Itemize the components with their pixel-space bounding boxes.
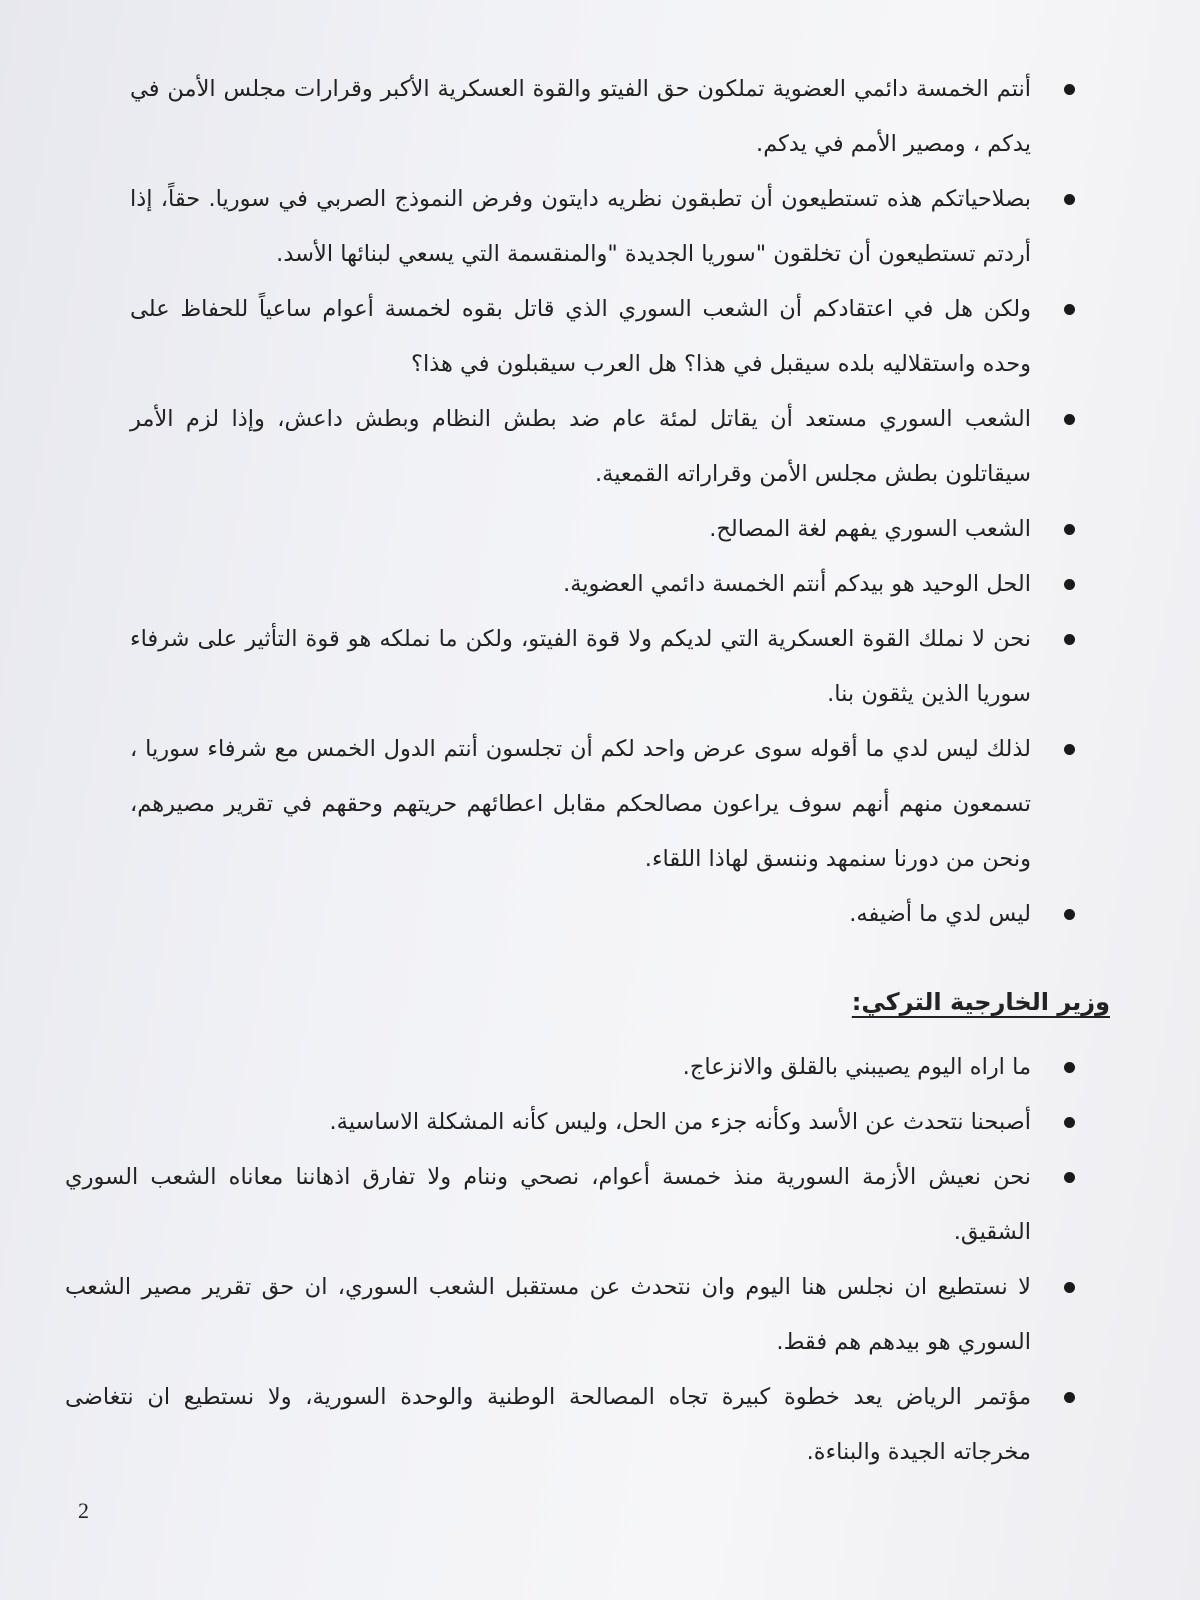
list-item xyxy=(65,1040,1075,1095)
bullet-icon xyxy=(1064,634,1075,645)
bullet-icon xyxy=(1064,84,1075,95)
bullet-icon xyxy=(1064,524,1075,535)
list-item xyxy=(65,1370,1075,1480)
list-item xyxy=(130,887,1075,942)
page-number: 2 xyxy=(78,1498,89,1523)
list-item xyxy=(65,1095,1075,1150)
bullet-icon xyxy=(1064,304,1075,315)
list-item xyxy=(130,172,1075,282)
list-item-text: مؤتمر الرياض يعد خطوة كبيرة تجاه المصالحة الوطنية والوحدة السورية، ولا نستطيع ان نتغاضى مخرجاته الجيدة والبناءة. xyxy=(65,1384,1031,1465)
bullet-icon xyxy=(1064,1282,1075,1293)
list-item-text: نحن لا نملك القوة العسكرية التي لديكم ولا قوة الفيتو، ولكن ما نملكه هو قوة التأثير على شرفاء سوريا الذين يثقون بنا. xyxy=(130,626,1031,707)
bullet-list xyxy=(65,1040,1075,1480)
list-item-text: لا نستطيع ان نجلس هنا اليوم وان نتحدث عن مستقبل الشعب السوري، ان حق تقرير مصير الشعب السوري هو بيدهم هم فقط. xyxy=(65,1274,1031,1355)
list-item xyxy=(130,62,1075,172)
list-item xyxy=(130,722,1075,887)
bullet-icon xyxy=(1064,1172,1075,1183)
list-item xyxy=(130,282,1075,392)
bullet-list xyxy=(130,62,1075,942)
list-item-text: الشعب السوري يفهم لغة المصالح. xyxy=(709,516,1031,542)
list-item-text: لذلك ليس لدي ما أقوله سوى عرض واحد لكم أن تجلسون أنتم الدول الخمس مع شرفاء سوريا ، تسمعون منهم أنهم سوف يراعون مصالحكم مقابل اعطائهم حريتهم وحقهم في تقرير مصيرهم، ونحن من دورنا سنمهد وننسق لهاذا اللقاء. xyxy=(130,736,1031,872)
bullet-icon xyxy=(1064,1392,1075,1403)
list-item xyxy=(130,392,1075,502)
list-item-text: الشعب السوري مستعد أن يقاتل لمئة عام ضد بطش النظام وبطش داعش، وإذا لزم الأمر سيقاتلون بطش مجلس الأمن وقراراته القمعية. xyxy=(130,406,1031,487)
bullet-icon xyxy=(1064,579,1075,590)
list-item-text: ولكن هل في اعتقادكم أن الشعب السوري الذي قاتل بقوه لخمسة أعوام ساعياً للحفاظ على وحده واستقلاليه بلده سيقبل في هذا؟ هل العرب سيقبلون في هذا؟ xyxy=(130,296,1031,377)
list-item-text: ما اراه اليوم يصيبني بالقلق والانزعاج. xyxy=(682,1054,1031,1080)
bullet-icon xyxy=(1064,909,1075,920)
list-item xyxy=(130,502,1075,557)
list-item-text: أصبحنا نتحدث عن الأسد وكأنه جزء من الحل، وليس كأنه المشكلة الاساسية. xyxy=(329,1109,1031,1135)
bullet-icon xyxy=(1064,1062,1075,1073)
list-item xyxy=(65,1150,1075,1260)
list-item xyxy=(65,1260,1075,1370)
bullet-icon xyxy=(1064,414,1075,425)
list-item-text: بصلاحياتكم هذه تستطيعون أن تطبقون نظريه دايتون وفرض النموذج الصربي في سوريا. حقاً، إذا أردتم تستطيعون أن تخلقون "سوريا الجديدة "والمنقسمة التي يسعي لبنائها الأسد. xyxy=(130,186,1031,267)
list-item xyxy=(130,612,1075,722)
bullet-icon xyxy=(1064,194,1075,205)
list-item-text: نحن نعيش الأزمة السورية منذ خمسة أعوام، نصحي وننام ولا تفارق اذهاننا معاناه الشعب السوري الشقيق. xyxy=(65,1164,1031,1245)
list-item xyxy=(130,557,1075,612)
bullet-icon xyxy=(1064,744,1075,755)
list-item-text: ليس لدي ما أضيفه. xyxy=(849,901,1031,927)
section-heading: وزير الخارجية التركي: xyxy=(851,988,1110,1016)
bullet-icon xyxy=(1064,1117,1075,1128)
syrian-opposition-statement xyxy=(130,62,1075,942)
list-item-text: أنتم الخمسة دائمي العضوية تملكون حق الفيتو والقوة العسكرية الأكبر وقرارات مجلس الأمن في يدكم ، ومصير الأمم في يدكم. xyxy=(130,76,1031,157)
turkish-foreign-minister-statement xyxy=(65,1040,1075,1480)
list-item-text: الحل الوحيد هو بيدكم أنتم الخمسة دائمي العضوية. xyxy=(563,571,1031,597)
